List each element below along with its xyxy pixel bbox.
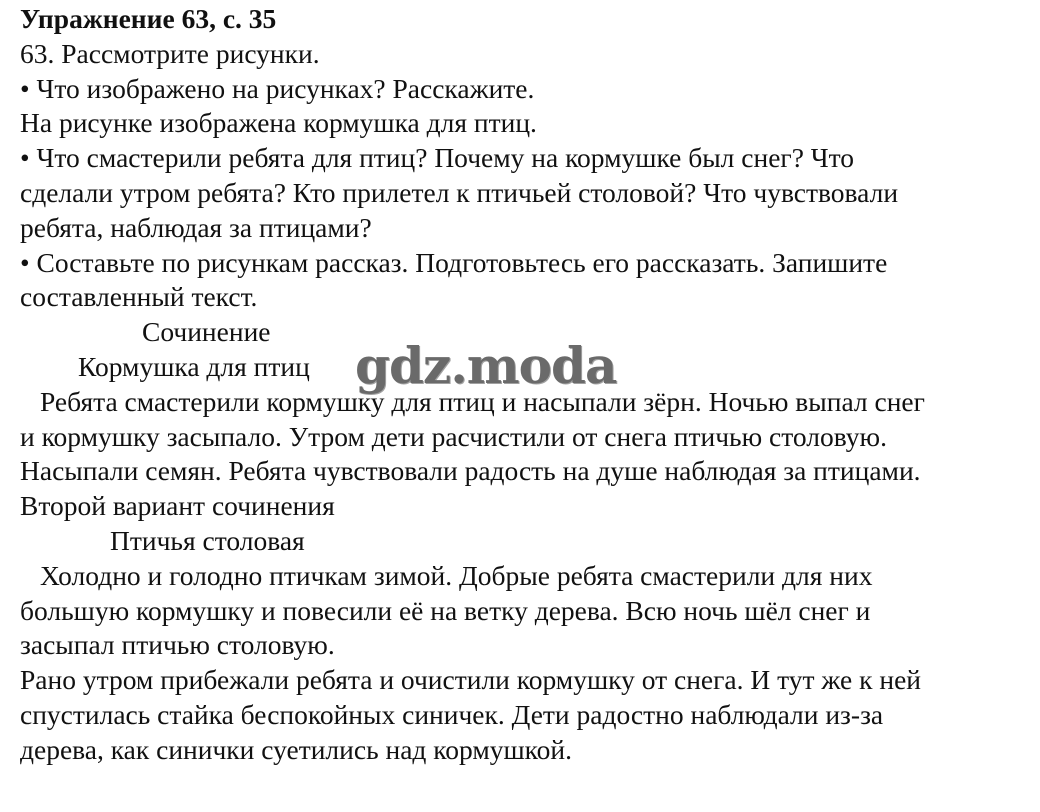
essay-2-label: Второй вариант сочинения: [20, 490, 335, 522]
watermark-logo: gdz.moda: [355, 335, 617, 395]
exercise-heading: Упражнение 63, с. 35: [20, 3, 277, 34]
essay-2-line-6: дерева, как синички суетились над кормушкой.: [20, 733, 572, 765]
essay-2-title: Птичья столовая: [110, 524, 305, 556]
document-page: [20, 2, 1030, 768]
essay-2-line-4: Рано утром прибежали ребята и очистили кормушку от снега. И тут же к ней: [20, 664, 922, 696]
essay-1-label: Сочинение: [142, 316, 271, 348]
question-1: • Что изображено на рисунках? Расскажите.: [20, 72, 535, 104]
essay-2-line-1: Холодно и голодно птичкам зимой. Добрые ребята смастерили для них: [40, 559, 873, 591]
essay-1-line-2: и кормушку засыпало. Утром дети расчистили от снега птичью столовую.: [20, 420, 887, 452]
question-2-line-3: ребята, наблюдая за птицами?: [20, 211, 372, 243]
question-3-line-1: • Составьте по рисункам рассказ. Подготовьтесь его рассказать. Запишите: [20, 246, 888, 278]
question-2-line-2: сделали утром ребята? Кто прилетел к птичьей столовой? Что чувствовали: [20, 176, 899, 208]
question-3-line-2: составленный текст.: [20, 281, 258, 313]
answer-1: На рисунке изображена кормушка для птиц.: [20, 107, 537, 139]
exercise-task: 63. Рассмотрите рисунки.: [20, 37, 320, 69]
essay-2-line-2: большую кормушку и повесили её на ветку дерева. Всю ночь шёл снег и: [20, 594, 871, 626]
essay-1-line-3: Насыпали семян. Ребята чувствовали радость на душе наблюдая за птицами.: [20, 455, 921, 487]
essay-2-line-5: спустилась стайка беспокойных синичек. Дети радостно наблюдали из-за: [20, 698, 884, 730]
essay-1-line-1: Ребята смастерили кормушку для птиц и насыпали зёрн. Ночью выпал снег: [40, 385, 925, 417]
essay-1-title: Кормушка для птиц: [78, 350, 310, 382]
question-2-line-1: • Что смастерили ребята для птиц? Почему на кормушке был снег? Что: [20, 142, 855, 174]
essay-2-line-3: засыпал птичью столовую.: [20, 629, 335, 661]
essay-1-title-row: [20, 335, 1030, 395]
